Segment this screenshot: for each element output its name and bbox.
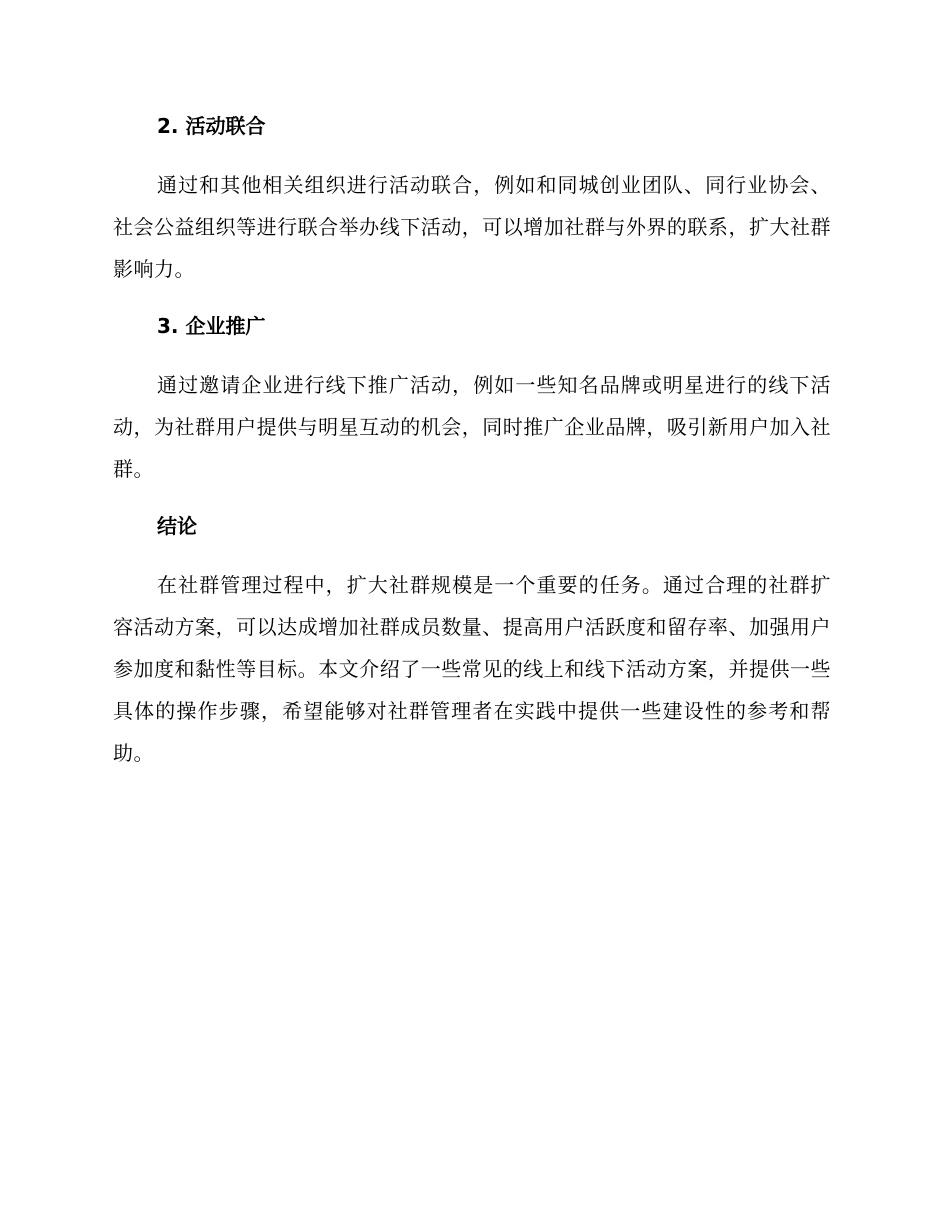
section-paragraph-conclusion: 在社群管理过程中，扩大社群规模是一个重要的任务。通过合理的社群扩容活动方案，可以达成增加社群成员数量、提高用户活跃度和留存率、加强用户参加度和黏性等目标。本文介绍了一些常见的线上和线下活动方案，并提供一些具体的操作步骤，希望能够对社群管理者在实践中提供一些建设性的参考和帮助。: [113, 573, 831, 765]
section-heading-enterprise-promotion: 3. 企业推广: [157, 314, 266, 338]
section-heading-activity-union: 2. 活动联合: [157, 114, 266, 138]
section-paragraph-activity-union: 通过和其他相关组织进行活动联合，例如和同城创业团队、同行业协会、社会公益组织等进行联合举办线下活动，可以增加社群与外界的联系，扩大社群影响力。: [113, 173, 831, 281]
section-heading-conclusion: 结论: [157, 514, 197, 538]
document-body: [113, 108, 831, 774]
section-paragraph-enterprise-promotion: 通过邀请企业进行线下推广活动，例如一些知名品牌或明星进行的线下活动，为社群用户提供与明星互动的机会，同时推广企业品牌，吸引新用户加入社群。: [113, 373, 831, 481]
